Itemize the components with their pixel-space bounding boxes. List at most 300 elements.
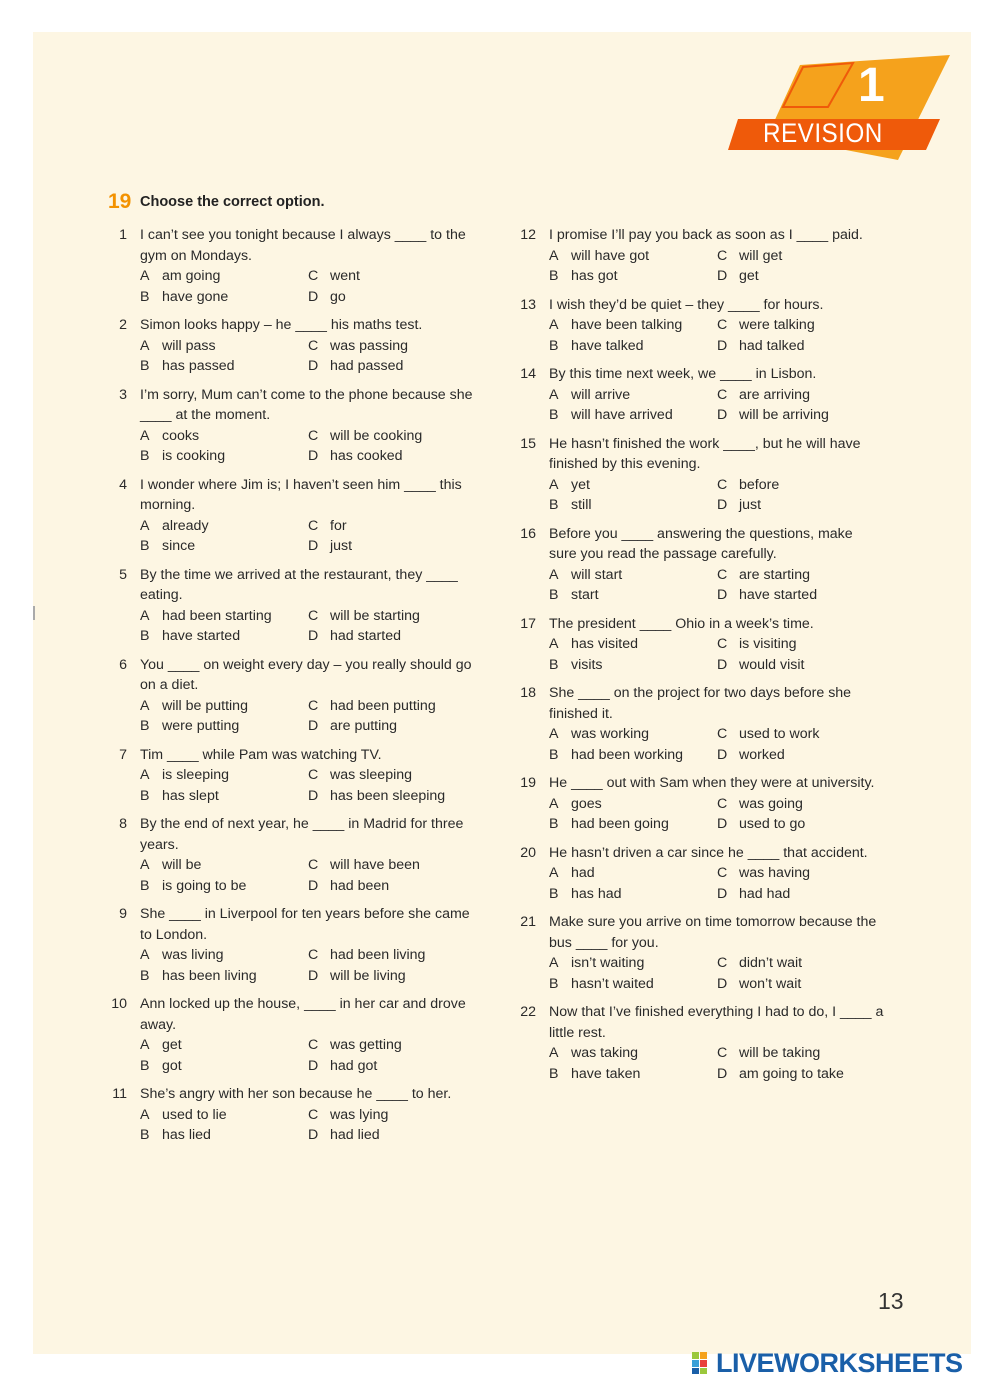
answer-options bbox=[140, 606, 485, 647]
question-number: 3 bbox=[119, 386, 127, 403]
option-text: for bbox=[330, 517, 347, 534]
option-text: didn’t wait bbox=[739, 955, 803, 971]
option-letter: B bbox=[549, 656, 559, 673]
answer-option-a[interactable] bbox=[549, 385, 717, 406]
question-item bbox=[514, 1002, 884, 1084]
answer-options bbox=[549, 565, 884, 606]
option-letter: B bbox=[140, 967, 150, 984]
option-text: will pass bbox=[162, 337, 216, 354]
answer-option-b[interactable] bbox=[140, 287, 308, 308]
answer-option-a[interactable] bbox=[140, 266, 308, 287]
option-letter: D bbox=[308, 288, 319, 305]
option-letter: B bbox=[140, 787, 150, 804]
answer-option-c[interactable] bbox=[717, 863, 885, 884]
option-letter: A bbox=[549, 636, 559, 652]
answer-option-a[interactable] bbox=[549, 953, 717, 974]
answer-option-b[interactable] bbox=[140, 876, 308, 897]
option-letter: B bbox=[549, 587, 559, 603]
answer-option-b[interactable] bbox=[140, 966, 308, 987]
question-text: By the end of next year, he ____ in Madrid for three years. bbox=[140, 816, 464, 853]
option-letter: A bbox=[140, 427, 150, 444]
answer-option-c[interactable] bbox=[308, 336, 476, 357]
option-letter: A bbox=[140, 1037, 150, 1053]
option-text: already bbox=[162, 517, 209, 534]
answer-option-b[interactable] bbox=[140, 1056, 308, 1077]
question-text: He ____ out with Sam when they were at university. bbox=[549, 775, 875, 791]
question-number: 16 bbox=[520, 525, 536, 542]
answer-option-c[interactable] bbox=[717, 315, 885, 336]
answer-option-a[interactable] bbox=[549, 724, 717, 745]
option-text: has been sleeping bbox=[330, 787, 446, 804]
revision-label: REVISION bbox=[763, 118, 883, 148]
answer-option-a[interactable] bbox=[549, 863, 717, 884]
option-text: has been living bbox=[162, 967, 257, 984]
answer-option-c[interactable] bbox=[308, 1035, 476, 1056]
answer-option-c[interactable] bbox=[308, 696, 476, 717]
option-text: is sleeping bbox=[162, 767, 230, 783]
option-letter: B bbox=[549, 407, 559, 423]
page-number: 13 bbox=[878, 1288, 904, 1314]
question-text: By the time we arrived at the restaurant, they ____ eating. bbox=[140, 566, 458, 603]
answer-option-b[interactable] bbox=[140, 356, 308, 377]
option-text: will have been bbox=[330, 857, 420, 873]
answer-option-d[interactable] bbox=[717, 884, 885, 905]
answer-option-d[interactable] bbox=[717, 336, 885, 357]
option-letter: B bbox=[549, 885, 559, 902]
answer-options bbox=[140, 855, 485, 896]
option-letter: A bbox=[140, 767, 150, 783]
option-letter: A bbox=[140, 517, 150, 534]
option-letter: B bbox=[140, 538, 150, 554]
question-item bbox=[514, 364, 884, 426]
option-text: will be living bbox=[330, 967, 406, 984]
answer-option-b[interactable] bbox=[549, 814, 717, 835]
option-letter: C bbox=[717, 1045, 728, 1061]
option-text: just bbox=[739, 497, 762, 513]
option-letter: C bbox=[717, 955, 728, 971]
option-letter: A bbox=[549, 955, 559, 971]
option-text: has cooked bbox=[330, 448, 403, 464]
answer-option-d[interactable] bbox=[717, 655, 885, 676]
option-letter: A bbox=[549, 386, 559, 403]
option-letter: A bbox=[140, 947, 150, 963]
answer-option-a[interactable] bbox=[140, 696, 308, 717]
question-text: Tim ____ while Pam was watching TV. bbox=[140, 746, 382, 763]
option-text: will be starting bbox=[330, 607, 420, 624]
answer-option-c[interactable] bbox=[717, 565, 885, 586]
option-letter: B bbox=[549, 816, 559, 832]
answer-option-d[interactable] bbox=[308, 446, 476, 467]
option-text: get bbox=[739, 268, 759, 284]
answer-option-a[interactable] bbox=[140, 426, 308, 447]
answer-options bbox=[549, 794, 884, 835]
answer-option-d[interactable] bbox=[308, 536, 476, 557]
option-letter: D bbox=[308, 538, 319, 554]
question-text: She ____ in Liverpool for ten years before she came to London. bbox=[140, 906, 470, 943]
option-text: goes bbox=[571, 795, 602, 812]
answer-option-b[interactable] bbox=[549, 1064, 717, 1085]
answer-option-c[interactable] bbox=[717, 475, 885, 496]
option-letter: B bbox=[140, 877, 150, 894]
answer-option-b[interactable] bbox=[140, 626, 308, 647]
question-number: 17 bbox=[520, 615, 536, 632]
question-item bbox=[514, 773, 884, 835]
answer-option-c[interactable] bbox=[308, 855, 476, 876]
question-number: 5 bbox=[119, 566, 127, 583]
option-letter: B bbox=[140, 628, 150, 644]
option-text: had lied bbox=[330, 1127, 380, 1143]
option-letter: D bbox=[717, 885, 728, 902]
option-text: had been working bbox=[571, 746, 684, 763]
answer-option-b[interactable] bbox=[549, 585, 717, 606]
option-text: had got bbox=[330, 1057, 378, 1074]
option-text: have started bbox=[162, 628, 241, 644]
answer-option-b[interactable] bbox=[549, 266, 717, 287]
answer-option-c[interactable] bbox=[717, 724, 885, 745]
option-text: had been living bbox=[330, 947, 426, 963]
answer-option-b[interactable] bbox=[140, 1125, 308, 1146]
option-text: worked bbox=[739, 746, 785, 763]
option-text: has slept bbox=[162, 787, 219, 804]
answer-option-d[interactable] bbox=[717, 745, 885, 766]
question-text: He hasn’t driven a car since he ____ that accident. bbox=[549, 844, 868, 861]
questions-left-column bbox=[105, 225, 485, 1154]
liveworksheets-wordmark: LIVEWORKSHEETS bbox=[716, 1348, 963, 1378]
option-letter: A bbox=[140, 337, 150, 354]
answer-option-c[interactable] bbox=[308, 426, 476, 447]
option-letter: C bbox=[717, 566, 728, 583]
answer-options bbox=[549, 315, 884, 356]
answer-option-d[interactable] bbox=[717, 266, 885, 287]
option-letter: C bbox=[717, 795, 728, 812]
option-letter: D bbox=[308, 358, 319, 374]
exercise-title: Choose the correct option. bbox=[140, 194, 325, 210]
answer-option-a[interactable] bbox=[549, 1043, 717, 1064]
option-letter: B bbox=[140, 448, 150, 464]
option-letter: A bbox=[549, 1045, 559, 1061]
answer-options bbox=[549, 634, 884, 675]
option-letter: B bbox=[140, 358, 150, 374]
option-letter: D bbox=[717, 587, 728, 603]
option-letter: B bbox=[549, 268, 559, 284]
option-letter: A bbox=[549, 865, 559, 881]
answer-option-b[interactable] bbox=[549, 745, 717, 766]
option-letter: A bbox=[549, 247, 559, 264]
answer-option-d[interactable] bbox=[308, 876, 476, 897]
option-letter: B bbox=[549, 975, 559, 992]
option-text: go bbox=[330, 288, 346, 305]
option-letter: A bbox=[549, 476, 559, 493]
answer-option-b[interactable] bbox=[549, 655, 717, 676]
option-text: has passed bbox=[162, 358, 235, 374]
answer-option-a[interactable] bbox=[140, 945, 308, 966]
answer-option-a[interactable] bbox=[140, 765, 308, 786]
question-text: I’m sorry, Mum can’t come to the phone because she ____ at the moment. bbox=[140, 386, 473, 423]
option-text: get bbox=[162, 1037, 182, 1053]
answer-option-b[interactable] bbox=[549, 336, 717, 357]
question-text: He hasn’t finished the work ____, but he will have finished by this evening. bbox=[549, 435, 861, 472]
option-letter: C bbox=[717, 386, 728, 403]
option-text: is going to be bbox=[162, 877, 247, 894]
option-letter: C bbox=[308, 697, 319, 714]
answer-option-a[interactable] bbox=[140, 516, 308, 537]
option-letter: A bbox=[140, 268, 150, 284]
answer-option-d[interactable] bbox=[308, 966, 476, 987]
answer-option-c[interactable] bbox=[308, 765, 476, 786]
question-item bbox=[514, 614, 884, 676]
option-text: will be arriving bbox=[739, 407, 829, 423]
answer-option-a[interactable] bbox=[549, 315, 717, 336]
option-letter: A bbox=[549, 317, 559, 333]
option-letter: C bbox=[308, 857, 319, 873]
option-text: had been starting bbox=[162, 607, 272, 624]
answer-options bbox=[140, 1035, 485, 1076]
question-number: 12 bbox=[520, 227, 536, 243]
answer-option-c[interactable] bbox=[717, 385, 885, 406]
option-letter: B bbox=[549, 1065, 559, 1082]
answer-option-a[interactable] bbox=[140, 1105, 308, 1126]
question-item bbox=[105, 225, 485, 307]
option-text: was passing bbox=[330, 337, 409, 354]
option-text: start bbox=[571, 587, 599, 603]
option-letter: B bbox=[140, 718, 150, 734]
option-text: was taking bbox=[571, 1045, 639, 1061]
question-number: 1 bbox=[119, 227, 127, 243]
question-text: She’s angry with her son because he ____ to her. bbox=[140, 1086, 452, 1102]
answer-options bbox=[140, 516, 485, 557]
answer-option-d[interactable] bbox=[308, 287, 476, 308]
answer-option-a[interactable] bbox=[549, 246, 717, 267]
option-text: was lying bbox=[330, 1106, 389, 1123]
answer-options bbox=[549, 385, 884, 426]
answer-option-c[interactable] bbox=[717, 953, 885, 974]
option-letter: C bbox=[717, 247, 728, 264]
question-item bbox=[514, 843, 884, 905]
option-text: hasn’t waited bbox=[571, 975, 654, 992]
question-item bbox=[514, 225, 884, 287]
answer-option-b[interactable] bbox=[140, 446, 308, 467]
question-number: 21 bbox=[520, 914, 536, 930]
option-text: am going bbox=[162, 268, 221, 284]
answer-options bbox=[140, 696, 485, 737]
option-text: has visited bbox=[571, 636, 639, 652]
option-letter: A bbox=[140, 1106, 150, 1123]
option-text: were putting bbox=[162, 718, 240, 734]
option-text: used to go bbox=[739, 816, 806, 832]
question-number: 18 bbox=[520, 685, 536, 701]
answer-option-d[interactable] bbox=[717, 1064, 885, 1085]
answer-option-c[interactable] bbox=[308, 606, 476, 627]
option-text: will have arrived bbox=[571, 407, 673, 423]
question-item bbox=[514, 434, 884, 516]
option-text: was living bbox=[162, 947, 224, 963]
option-letter: D bbox=[717, 746, 728, 763]
question-number: 11 bbox=[112, 1086, 127, 1102]
option-text: have gone bbox=[162, 288, 229, 305]
answer-option-d[interactable] bbox=[308, 356, 476, 377]
question-item bbox=[105, 814, 485, 896]
question-text: Simon looks happy – he ____ his maths test. bbox=[140, 317, 423, 333]
option-letter: C bbox=[308, 337, 319, 354]
option-text: has got bbox=[571, 268, 618, 284]
option-letter: A bbox=[549, 566, 559, 583]
answer-option-d[interactable] bbox=[308, 716, 476, 737]
answer-option-a[interactable] bbox=[140, 1035, 308, 1056]
answer-option-c[interactable] bbox=[308, 945, 476, 966]
question-number: 22 bbox=[520, 1004, 536, 1020]
option-letter: C bbox=[308, 947, 319, 963]
option-letter: B bbox=[549, 497, 559, 513]
answer-option-c[interactable] bbox=[717, 1043, 885, 1064]
option-text: had bbox=[571, 865, 595, 881]
answer-option-a[interactable] bbox=[549, 794, 717, 815]
question-item bbox=[105, 475, 485, 557]
option-letter: D bbox=[308, 877, 319, 894]
answer-option-d[interactable] bbox=[308, 1125, 476, 1146]
option-text: were talking bbox=[739, 317, 815, 333]
option-text: will start bbox=[571, 566, 623, 583]
question-number: 7 bbox=[119, 746, 127, 763]
question-text: Before you ____ answering the questions, make sure you read the passage carefully. bbox=[549, 525, 853, 562]
answer-option-d[interactable] bbox=[308, 786, 476, 807]
option-text: got bbox=[162, 1057, 182, 1074]
option-letter: D bbox=[717, 497, 728, 513]
answer-option-d[interactable] bbox=[717, 814, 885, 835]
question-item bbox=[105, 1084, 485, 1146]
option-letter: B bbox=[549, 337, 559, 354]
option-text: have started bbox=[739, 587, 818, 603]
option-text: was having bbox=[739, 865, 810, 881]
answer-options bbox=[549, 1043, 884, 1084]
question-text: I promise I’ll pay you back as soon as I ____ paid. bbox=[549, 227, 863, 243]
answer-option-b[interactable] bbox=[549, 884, 717, 905]
option-letter: D bbox=[717, 975, 728, 992]
question-item bbox=[105, 655, 485, 737]
answer-option-a[interactable] bbox=[140, 336, 308, 357]
answer-option-b[interactable] bbox=[140, 716, 308, 737]
answer-options bbox=[549, 475, 884, 516]
question-text: Ann locked up the house, ____ in her car and drove away. bbox=[140, 996, 466, 1033]
answer-option-d[interactable] bbox=[717, 495, 885, 516]
option-text: had been putting bbox=[330, 697, 436, 714]
option-text: was working bbox=[571, 726, 650, 742]
answer-option-d[interactable] bbox=[308, 1056, 476, 1077]
option-text: won’t wait bbox=[739, 975, 802, 992]
answer-option-b[interactable] bbox=[549, 974, 717, 995]
option-letter: D bbox=[717, 656, 728, 673]
question-item bbox=[105, 745, 485, 807]
option-text: before bbox=[739, 476, 780, 493]
answer-option-b[interactable] bbox=[549, 405, 717, 426]
question-number: 4 bbox=[119, 476, 127, 493]
option-letter: B bbox=[549, 746, 559, 763]
option-letter: B bbox=[140, 288, 150, 305]
option-text: had talked bbox=[739, 337, 805, 354]
option-letter: C bbox=[717, 476, 728, 493]
answer-option-a[interactable] bbox=[140, 606, 308, 627]
question-item bbox=[514, 683, 884, 765]
answer-options bbox=[549, 863, 884, 904]
question-item bbox=[514, 295, 884, 357]
question-number: 10 bbox=[111, 996, 127, 1012]
option-letter: D bbox=[308, 1127, 319, 1143]
option-text: has lied bbox=[162, 1127, 211, 1143]
option-text: was getting bbox=[330, 1037, 402, 1053]
question-item bbox=[514, 524, 884, 606]
option-letter: C bbox=[717, 317, 728, 333]
answer-option-d[interactable] bbox=[308, 626, 476, 647]
option-text: had passed bbox=[330, 358, 404, 374]
option-text: yet bbox=[571, 476, 590, 493]
option-letter: D bbox=[308, 628, 319, 644]
answer-options bbox=[140, 336, 485, 377]
answer-option-c[interactable] bbox=[308, 1105, 476, 1126]
option-letter: D bbox=[717, 407, 728, 423]
question-text: She ____ on the project for two days before she finished it. bbox=[549, 685, 852, 722]
answer-option-c[interactable] bbox=[717, 794, 885, 815]
option-text: will be cooking bbox=[330, 427, 423, 444]
option-letter: A bbox=[140, 697, 150, 714]
option-letter: B bbox=[140, 1057, 150, 1074]
option-text: visits bbox=[571, 656, 603, 673]
option-letter: C bbox=[308, 427, 319, 444]
option-text: would visit bbox=[739, 656, 805, 673]
answer-option-d[interactable] bbox=[717, 974, 885, 995]
question-number: 2 bbox=[119, 317, 127, 333]
question-item bbox=[105, 315, 485, 377]
answer-option-a[interactable] bbox=[549, 565, 717, 586]
answer-options bbox=[549, 246, 884, 287]
question-number: 13 bbox=[520, 296, 536, 313]
liveworksheets-icon bbox=[690, 1350, 716, 1376]
option-letter: A bbox=[140, 857, 150, 873]
answer-option-c[interactable] bbox=[308, 516, 476, 537]
option-letter: A bbox=[549, 726, 559, 742]
answer-option-d[interactable] bbox=[717, 585, 885, 606]
option-letter: C bbox=[717, 865, 728, 881]
answer-option-c[interactable] bbox=[717, 634, 885, 655]
option-letter: D bbox=[717, 268, 728, 284]
margin-mark bbox=[33, 606, 35, 620]
question-number: 15 bbox=[520, 435, 536, 452]
answer-option-d[interactable] bbox=[717, 405, 885, 426]
option-text: had had bbox=[739, 885, 791, 902]
option-text: is visiting bbox=[739, 636, 797, 652]
answer-option-a[interactable] bbox=[549, 634, 717, 655]
option-text: have talked bbox=[571, 337, 644, 354]
answer-option-c[interactable] bbox=[717, 246, 885, 267]
answer-option-a[interactable] bbox=[549, 475, 717, 496]
option-letter: D bbox=[717, 1065, 728, 1082]
answer-options bbox=[140, 1105, 485, 1146]
question-number: 20 bbox=[520, 844, 536, 861]
question-item bbox=[105, 904, 485, 986]
answer-option-b[interactable] bbox=[140, 536, 308, 557]
answer-option-b[interactable] bbox=[140, 786, 308, 807]
option-text: will get bbox=[739, 247, 783, 264]
option-text: was going bbox=[739, 795, 803, 812]
answer-option-b[interactable] bbox=[549, 495, 717, 516]
answer-options bbox=[140, 266, 485, 307]
option-letter: D bbox=[717, 337, 728, 354]
answer-option-c[interactable] bbox=[308, 266, 476, 287]
option-letter: C bbox=[308, 268, 319, 284]
option-text: isn’t waiting bbox=[571, 955, 645, 971]
answer-options bbox=[140, 426, 485, 467]
answer-option-a[interactable] bbox=[140, 855, 308, 876]
option-text: will arrive bbox=[571, 386, 631, 403]
option-text: is cooking bbox=[162, 448, 226, 464]
